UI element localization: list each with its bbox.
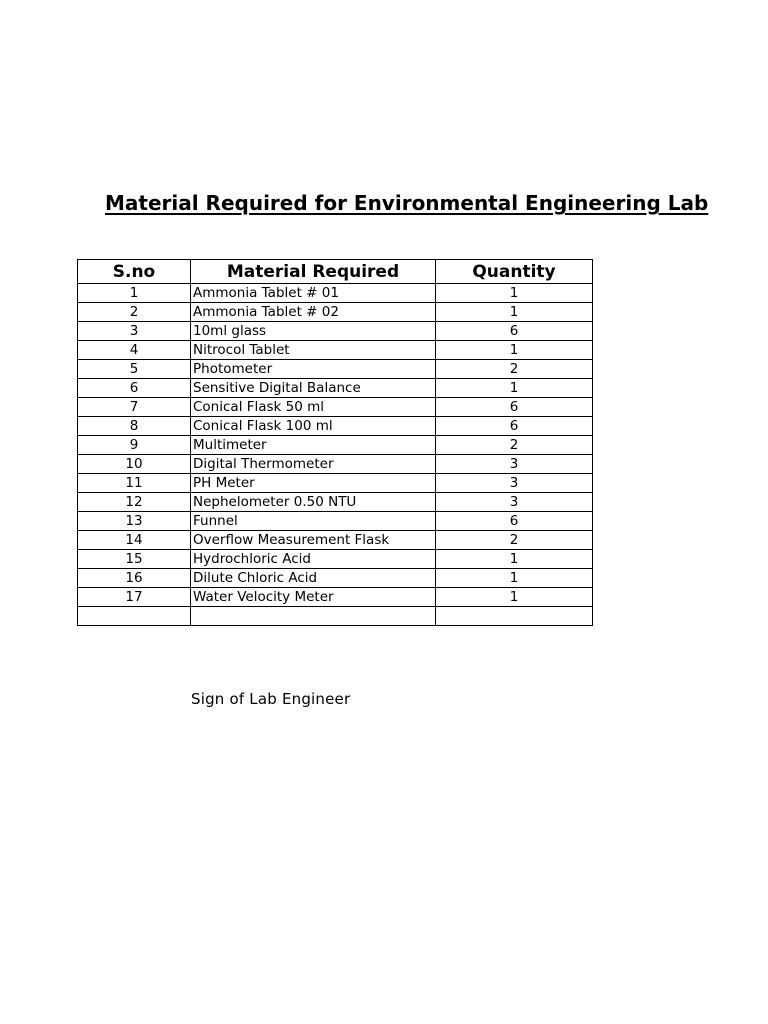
table-row (78, 436, 593, 455)
cell-material: Nitrocol Tablet (191, 341, 436, 360)
document-title: Material Required for Environmental Engineering Lab (105, 191, 709, 215)
cell-sno: 9 (78, 436, 191, 455)
table-row (78, 455, 593, 474)
header-quantity: Quantity (436, 260, 593, 284)
cell-material: Funnel (191, 512, 436, 531)
table-row (78, 474, 593, 493)
cell-quantity: 6 (436, 398, 593, 417)
table-row (78, 303, 593, 322)
cell-material: Dilute Chloric Acid (191, 569, 436, 588)
header-sno: S.no (78, 260, 191, 284)
cell-quantity: 3 (436, 455, 593, 474)
cell-quantity: 1 (436, 550, 593, 569)
table-row (78, 398, 593, 417)
table-body (78, 284, 593, 626)
cell-material: Ammonia Tablet # 02 (191, 303, 436, 322)
cell-sno: 16 (78, 569, 191, 588)
cell-sno: 12 (78, 493, 191, 512)
cell-quantity: 1 (436, 284, 593, 303)
cell-sno (78, 607, 191, 626)
cell-sno: 6 (78, 379, 191, 398)
cell-material (191, 607, 436, 626)
cell-material: Digital Thermometer (191, 455, 436, 474)
cell-sno: 10 (78, 455, 191, 474)
table-row (78, 531, 593, 550)
cell-quantity: 6 (436, 417, 593, 436)
cell-sno: 8 (78, 417, 191, 436)
cell-material: Hydrochloric Acid (191, 550, 436, 569)
cell-quantity: 6 (436, 512, 593, 531)
cell-material: Nephelometer 0.50 NTU (191, 493, 436, 512)
table-row (78, 550, 593, 569)
table-row (78, 322, 593, 341)
table-header-row (78, 260, 593, 284)
table-row (78, 379, 593, 398)
header-material: Material Required (191, 260, 436, 284)
table-row (78, 493, 593, 512)
table-row (78, 607, 593, 626)
cell-quantity: 2 (436, 436, 593, 455)
cell-sno: 2 (78, 303, 191, 322)
cell-sno: 11 (78, 474, 191, 493)
cell-quantity (436, 607, 593, 626)
title-container (105, 190, 709, 216)
cell-material: Conical Flask 50 ml (191, 398, 436, 417)
cell-material: Sensitive Digital Balance (191, 379, 436, 398)
cell-quantity: 3 (436, 493, 593, 512)
table-row (78, 284, 593, 303)
cell-quantity: 3 (436, 474, 593, 493)
cell-sno: 15 (78, 550, 191, 569)
cell-material: PH Meter (191, 474, 436, 493)
cell-sno: 4 (78, 341, 191, 360)
cell-sno: 3 (78, 322, 191, 341)
cell-sno: 1 (78, 284, 191, 303)
table-row (78, 341, 593, 360)
cell-material: Ammonia Tablet # 01 (191, 284, 436, 303)
table-row (78, 512, 593, 531)
cell-material: Photometer (191, 360, 436, 379)
cell-sno: 13 (78, 512, 191, 531)
cell-quantity: 1 (436, 303, 593, 322)
cell-material: Multimeter (191, 436, 436, 455)
table-row (78, 569, 593, 588)
materials-table (77, 259, 593, 626)
table-row (78, 588, 593, 607)
cell-sno: 5 (78, 360, 191, 379)
cell-quantity: 2 (436, 360, 593, 379)
cell-quantity: 1 (436, 569, 593, 588)
cell-material: Water Velocity Meter (191, 588, 436, 607)
cell-quantity: 1 (436, 379, 593, 398)
cell-quantity: 6 (436, 322, 593, 341)
cell-quantity: 1 (436, 341, 593, 360)
cell-sno: 7 (78, 398, 191, 417)
table-row (78, 417, 593, 436)
cell-material: 10ml glass (191, 322, 436, 341)
cell-quantity: 1 (436, 588, 593, 607)
cell-material: Conical Flask 100 ml (191, 417, 436, 436)
cell-quantity: 2 (436, 531, 593, 550)
cell-sno: 17 (78, 588, 191, 607)
cell-material: Overflow Measurement Flask (191, 531, 436, 550)
signature-label: Sign of Lab Engineer (191, 690, 351, 708)
cell-sno: 14 (78, 531, 191, 550)
table-row (78, 360, 593, 379)
